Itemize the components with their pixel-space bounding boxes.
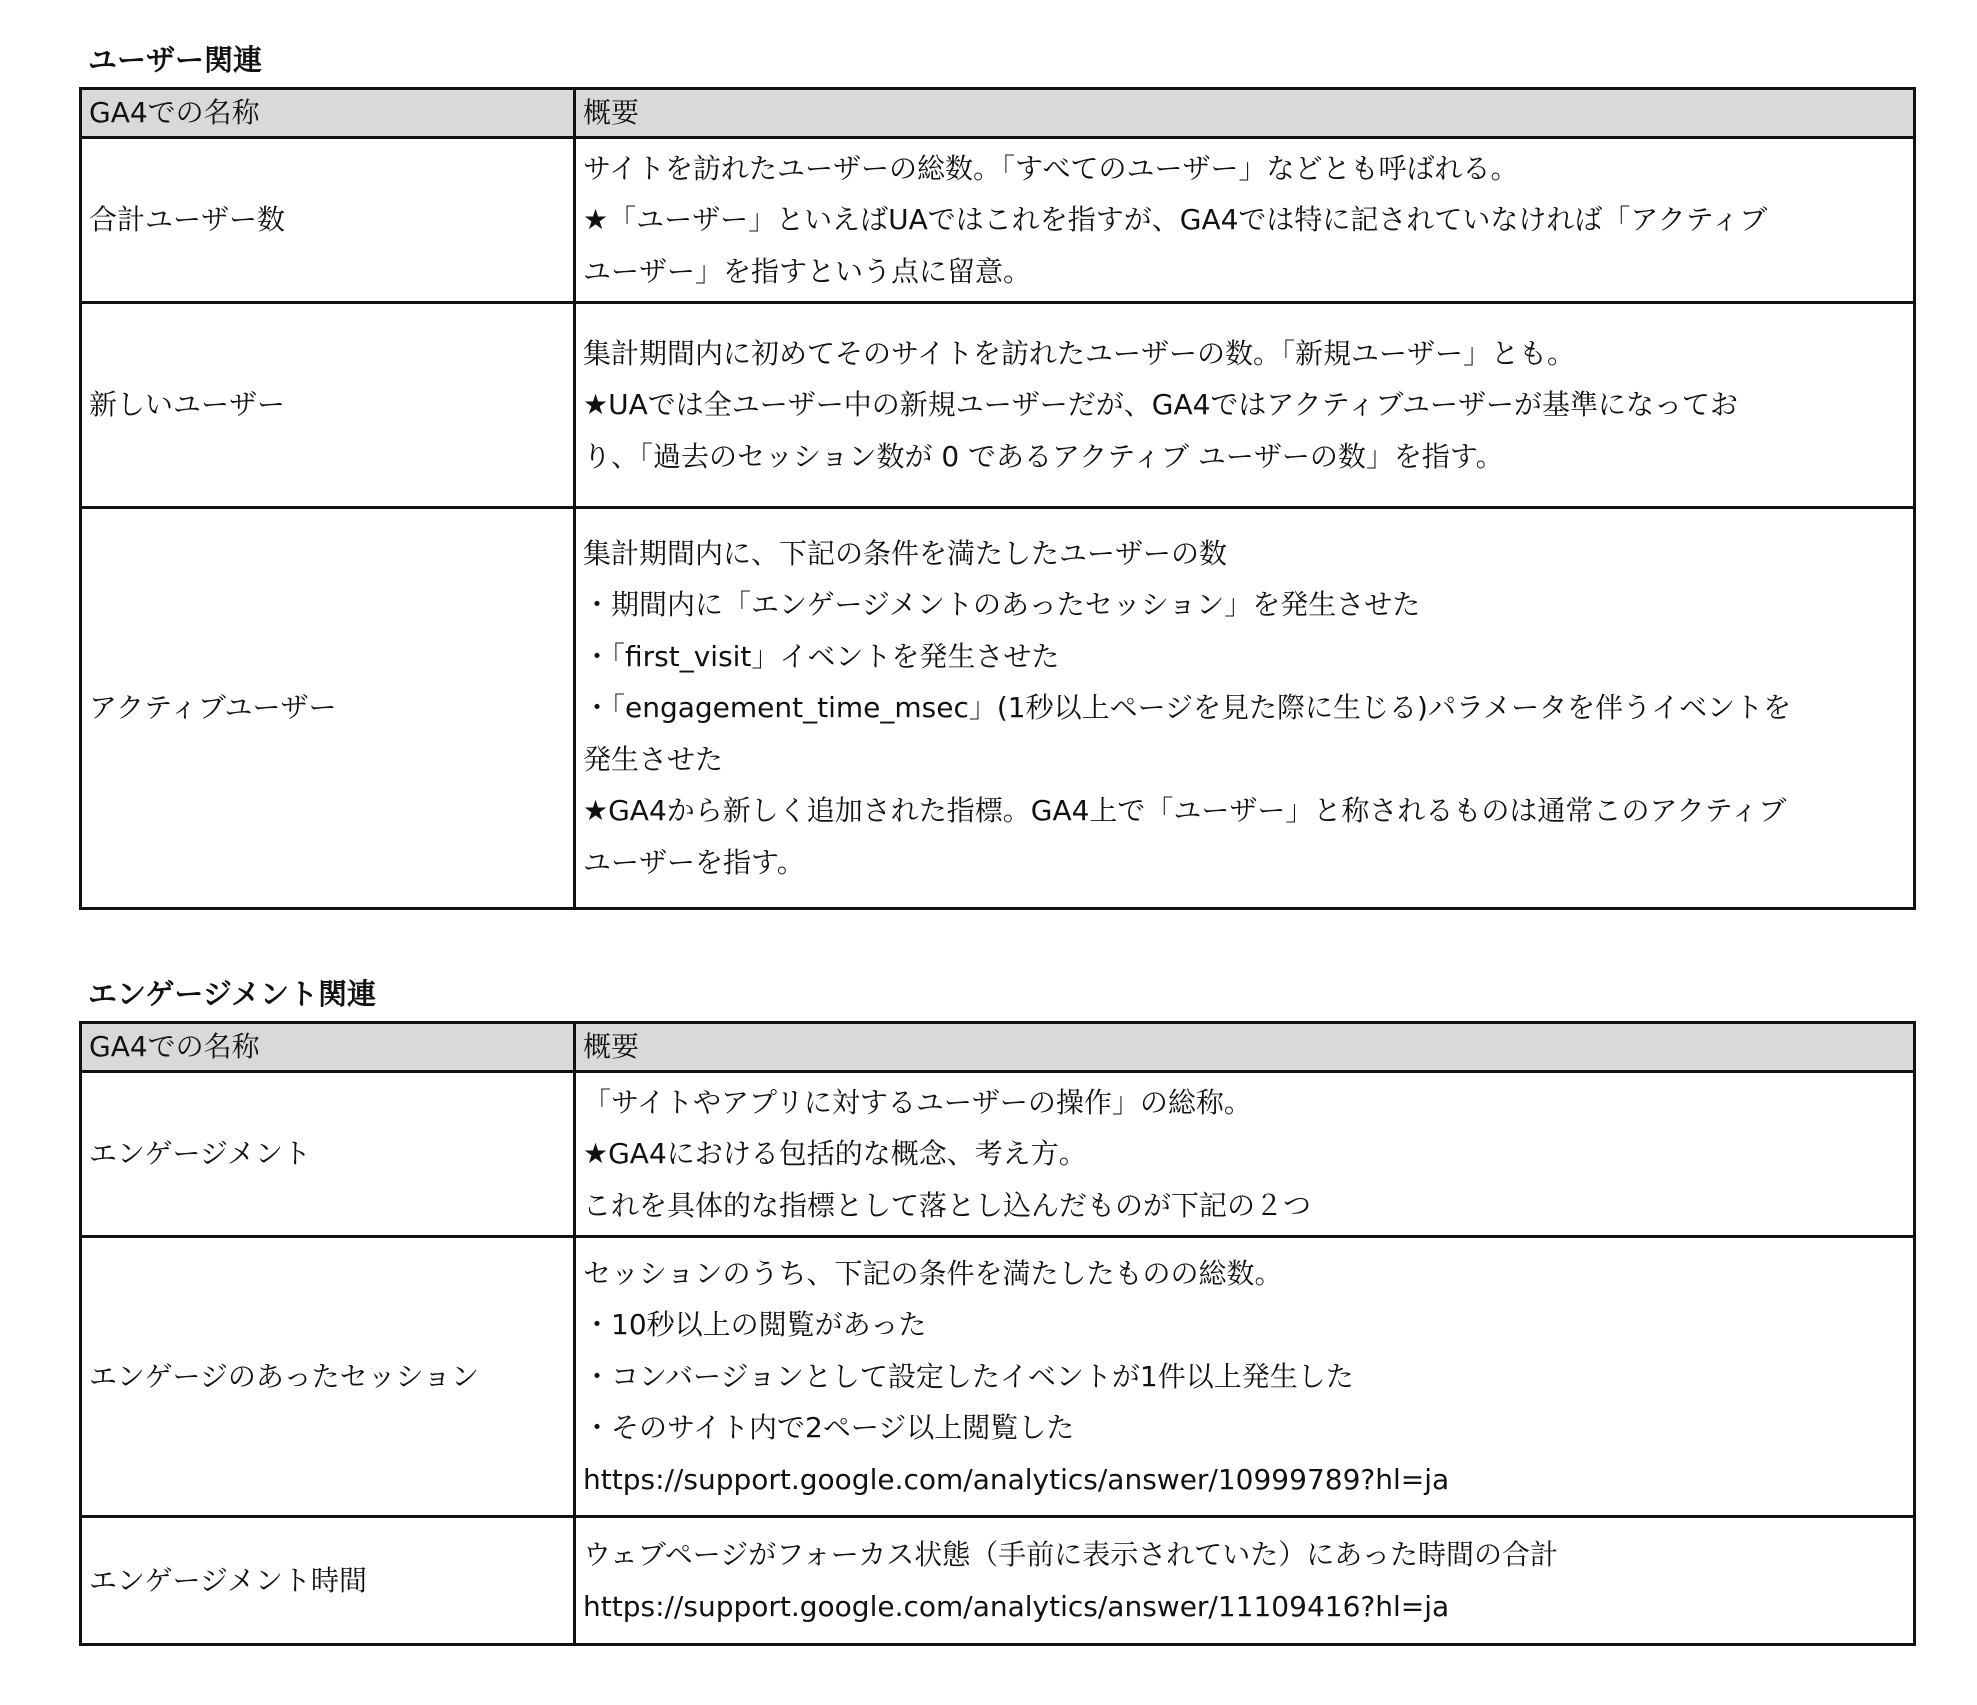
description-line: ユーザーを指す。 xyxy=(583,845,805,879)
description-line: ウェブページがフォーカス状態（手前に表示されていた）にあった時間の合計 xyxy=(583,1538,1558,1571)
metric-description xyxy=(575,303,1915,508)
table-row xyxy=(81,1237,1915,1517)
description-line: ★UAでは全ユーザー中の新規ユーザーだが、GA4ではアクティブユーザーが基準になってお xyxy=(583,388,1738,422)
metric-name: 合計ユーザー数 xyxy=(81,138,575,303)
metric-name: アクティブユーザー xyxy=(81,508,575,909)
description-line: ・10秒以上の閲覧があった xyxy=(583,1308,927,1342)
header-name: GA4での名称 xyxy=(81,1023,575,1072)
metric-description xyxy=(575,138,1915,303)
description-line: セッションのうち、下記の条件を満たしたものの総数。 xyxy=(583,1256,1283,1290)
metric-name: エンゲージのあったセッション xyxy=(81,1237,575,1517)
description-line: ・期間内に「エンゲージメントのあったセッション」を発生させた xyxy=(583,588,1421,622)
description-line: 「サイトやアプリに対するユーザーの操作」の総称。 xyxy=(583,1085,1252,1119)
metric-description xyxy=(575,508,1915,909)
table-row xyxy=(81,508,1915,909)
description-line: ・そのサイト内で2ページ以上閲覧した xyxy=(583,1411,1075,1445)
header-summary: 概要 xyxy=(575,89,1915,138)
description-line: 集計期間内に初めてそのサイトを訪れたユーザーの数。「新規ユーザー」とも。 xyxy=(583,336,1576,370)
description-line: ★GA4における包括的な概念、考え方。 xyxy=(583,1137,1087,1171)
metric-description xyxy=(575,1072,1915,1237)
description-line: ★GA4から新しく追加された指標。GA4上で「ユーザー」と称されるものは通常このアクティブ xyxy=(583,794,1787,828)
description-line: ★「ユーザー」といえばUAではこれを指すが、GA4では特に記されていなければ「アクティブ xyxy=(583,203,1768,237)
description-line: これを具体的な指標として落とし込んだものが下記の２つ xyxy=(583,1188,1312,1222)
support-link[interactable]: https://support.google.com/analytics/answer/10999789?hl=ja xyxy=(583,1462,1450,1496)
description-line: 集計期間内に、下記の条件を満たしたユーザーの数 xyxy=(583,536,1228,570)
description-line: ・「engagement_time_msec」(1秒以上ページを見た際に生じる)パラメータを伴うイベントを xyxy=(583,691,1792,725)
metric-name: エンゲージメント xyxy=(81,1072,575,1237)
support-link[interactable]: https://support.google.com/analytics/answer/11109416?hl=ja xyxy=(583,1589,1450,1623)
engagement-metrics-table xyxy=(79,1021,1916,1646)
section-title-user: ユーザー関連 xyxy=(88,43,263,77)
table-row xyxy=(81,1072,1915,1237)
description-line: サイトを訪れたユーザーの総数。「すべてのユーザー」などとも呼ばれる。 xyxy=(583,151,1519,185)
metric-name: 新しいユーザー xyxy=(81,303,575,508)
table-row xyxy=(81,303,1915,508)
description-line: ユーザー」を指すという点に留意。 xyxy=(583,254,1032,288)
table-header-row xyxy=(81,1023,1915,1072)
table-row xyxy=(81,138,1915,303)
metric-description xyxy=(575,1517,1915,1645)
user-metrics-table xyxy=(79,87,1916,910)
header-name: GA4での名称 xyxy=(81,89,575,138)
description-line: ・「first_visit」イベントを発生させた xyxy=(583,639,1060,673)
header-summary: 概要 xyxy=(575,1023,1915,1072)
table-row xyxy=(81,1517,1915,1645)
metric-name: エンゲージメント時間 xyxy=(81,1517,575,1645)
description-line: り、「過去のセッション数が 0 であるアクティブ ユーザーの数」を指す。 xyxy=(583,439,1504,473)
metric-description xyxy=(575,1237,1915,1517)
section-title-engagement: エンゲージメント関連 xyxy=(88,977,376,1011)
table-header-row xyxy=(81,89,1915,138)
description-line: ・コンバージョンとして設定したイベントが1件以上発生した xyxy=(583,1359,1354,1393)
description-line: 発生させた xyxy=(583,742,724,776)
